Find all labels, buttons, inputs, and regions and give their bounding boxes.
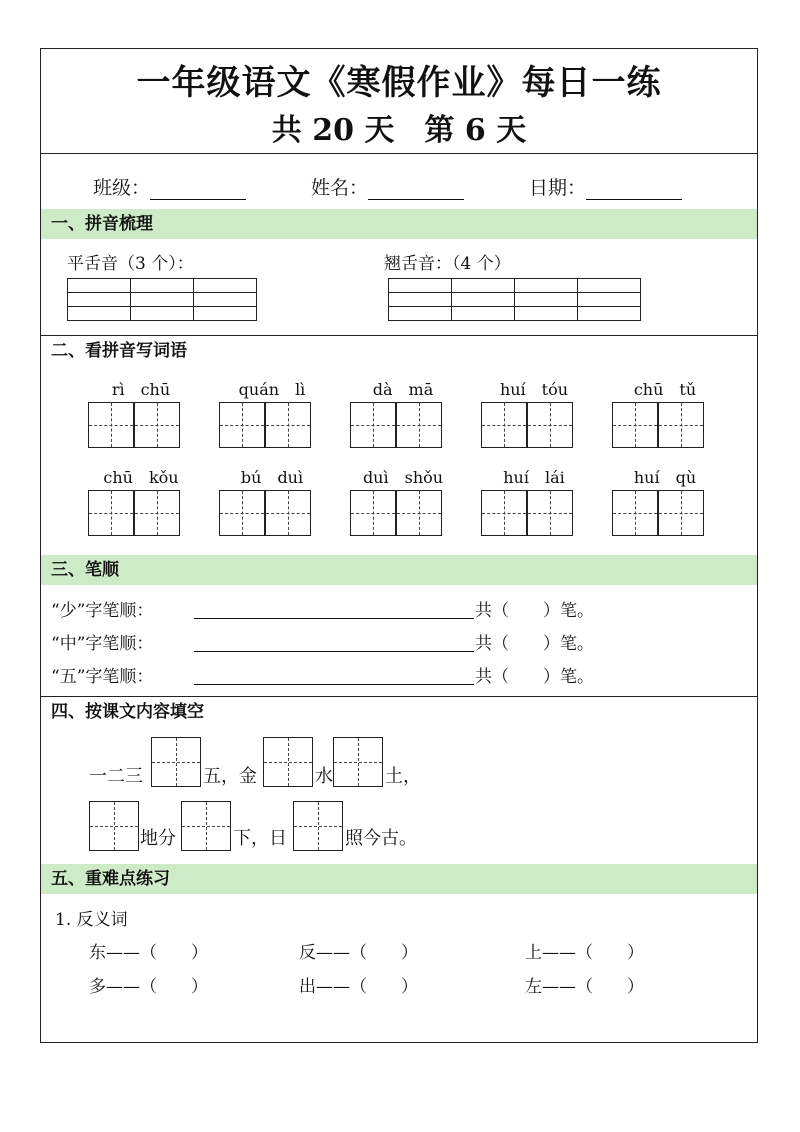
fill-box[interactable] bbox=[181, 801, 231, 851]
table-cell[interactable] bbox=[131, 293, 194, 307]
table-cell[interactable] bbox=[68, 279, 131, 293]
writing-box[interactable] bbox=[265, 490, 311, 536]
name-blank[interactable] bbox=[368, 199, 464, 200]
stroke-count-label: 共（ ）笔。 bbox=[475, 667, 594, 687]
table-cell[interactable] bbox=[515, 293, 578, 307]
antonym-item[interactable]: 多——（ ） bbox=[89, 977, 208, 997]
fill-box[interactable] bbox=[263, 737, 313, 787]
pinyin-label: rì chū bbox=[111, 380, 171, 399]
antonym-item[interactable]: 上——（ ） bbox=[525, 943, 644, 963]
worksheet bbox=[40, 48, 758, 1043]
fill-box[interactable] bbox=[89, 801, 139, 851]
table-cell[interactable] bbox=[452, 293, 515, 307]
writing-box[interactable] bbox=[88, 402, 134, 448]
writing-box[interactable] bbox=[265, 402, 311, 448]
name-field bbox=[311, 173, 464, 200]
curled-tongue-table bbox=[388, 278, 641, 321]
fill-text: 土， bbox=[385, 766, 421, 787]
fill-box[interactable] bbox=[293, 801, 343, 851]
table-cell[interactable] bbox=[578, 307, 641, 321]
writing-box[interactable] bbox=[527, 402, 573, 448]
pinyin-label: bú duì bbox=[240, 468, 304, 487]
date-label: 日期： bbox=[529, 177, 587, 199]
stroke-count-label: 共（ ）笔。 bbox=[475, 634, 594, 654]
page-title: 一年级语文《寒假作业》每日一练 bbox=[136, 63, 662, 103]
stroke-order-blank[interactable] bbox=[194, 651, 474, 652]
page-subtitle: 共 20 天 第 6 天 bbox=[271, 113, 527, 148]
class-blank[interactable] bbox=[150, 199, 246, 200]
section-4-heading: 四、按课文内容填空 bbox=[51, 702, 204, 722]
table-cell[interactable] bbox=[194, 279, 257, 293]
writing-box[interactable] bbox=[396, 402, 442, 448]
table-cell[interactable] bbox=[131, 279, 194, 293]
stroke-count-label: 共（ ）笔。 bbox=[475, 601, 594, 621]
section-3-heading: 三、笔顺 bbox=[41, 555, 757, 585]
pinyin-label: dà mā bbox=[372, 380, 434, 399]
table-cell[interactable] bbox=[389, 307, 452, 321]
writing-box[interactable] bbox=[527, 490, 573, 536]
table-cell[interactable] bbox=[131, 307, 194, 321]
date-field bbox=[529, 173, 682, 200]
pinyin-label: chū kǒu bbox=[103, 468, 179, 487]
flat-tongue-table bbox=[67, 278, 257, 321]
writing-box[interactable] bbox=[350, 490, 396, 536]
writing-box[interactable] bbox=[612, 402, 658, 448]
pinyin-label: huí qù bbox=[633, 468, 697, 487]
table-cell[interactable] bbox=[452, 307, 515, 321]
pinyin-label: chū tǔ bbox=[633, 380, 697, 399]
class-label: 班级： bbox=[93, 177, 151, 199]
fill-text: 照今古。 bbox=[345, 828, 417, 849]
fill-box[interactable] bbox=[151, 737, 201, 787]
stroke-order-label: “五”字笔顺： bbox=[51, 667, 154, 687]
section-1-heading: 一、拼音梳理 bbox=[41, 209, 757, 239]
table-cell[interactable] bbox=[68, 293, 131, 307]
flat-tongue-label: 平舌音（3 个）： bbox=[67, 254, 194, 274]
antonym-item[interactable]: 左——（ ） bbox=[525, 977, 644, 997]
name-label: 姓名： bbox=[311, 177, 369, 199]
section-5-heading: 五、重难点练习 bbox=[41, 864, 757, 894]
table-cell[interactable] bbox=[68, 307, 131, 321]
stroke-order-blank[interactable] bbox=[194, 684, 474, 685]
table-cell[interactable] bbox=[515, 279, 578, 293]
fill-text: 地分 bbox=[140, 828, 176, 849]
table-cell[interactable] bbox=[389, 293, 452, 307]
writing-box[interactable] bbox=[219, 490, 265, 536]
pinyin-label: huí lái bbox=[503, 468, 565, 487]
pinyin-label: huí tóu bbox=[499, 380, 569, 399]
fill-text: 五，金 bbox=[203, 766, 257, 787]
writing-box[interactable] bbox=[658, 490, 704, 536]
divider bbox=[41, 153, 757, 154]
pinyin-label: duì shǒu bbox=[362, 468, 444, 487]
antonym-item[interactable]: 出——（ ） bbox=[299, 977, 418, 997]
writing-box[interactable] bbox=[134, 402, 180, 448]
writing-box[interactable] bbox=[658, 402, 704, 448]
writing-box[interactable] bbox=[481, 402, 527, 448]
table-cell[interactable] bbox=[194, 307, 257, 321]
writing-box[interactable] bbox=[396, 490, 442, 536]
writing-box[interactable] bbox=[612, 490, 658, 536]
writing-box[interactable] bbox=[88, 490, 134, 536]
table-cell[interactable] bbox=[515, 307, 578, 321]
table-cell[interactable] bbox=[194, 293, 257, 307]
writing-box[interactable] bbox=[481, 490, 527, 536]
fill-text: 水 bbox=[315, 766, 333, 787]
writing-box[interactable] bbox=[219, 402, 265, 448]
fill-text: 一二三 bbox=[89, 766, 143, 787]
table-cell[interactable] bbox=[389, 279, 452, 293]
section-2-heading: 二、看拼音写词语 bbox=[51, 341, 187, 361]
subsection-title: 1. 反义词 bbox=[55, 910, 128, 930]
pinyin-label: quán lì bbox=[238, 380, 306, 399]
table-cell[interactable] bbox=[578, 293, 641, 307]
fill-box[interactable] bbox=[333, 737, 383, 787]
stroke-order-blank[interactable] bbox=[194, 618, 474, 619]
table-cell[interactable] bbox=[578, 279, 641, 293]
table-cell[interactable] bbox=[452, 279, 515, 293]
antonym-item[interactable]: 东——（ ） bbox=[89, 943, 208, 963]
stroke-order-label: “少”字笔顺： bbox=[51, 601, 154, 621]
writing-box[interactable] bbox=[350, 402, 396, 448]
stroke-order-label: “中”字笔顺： bbox=[51, 634, 154, 654]
fill-text: 下，日 bbox=[233, 828, 287, 849]
writing-box[interactable] bbox=[134, 490, 180, 536]
date-blank[interactable] bbox=[586, 199, 682, 200]
antonym-item[interactable]: 反——（ ） bbox=[299, 943, 418, 963]
class-field bbox=[93, 173, 246, 200]
curled-tongue-label: 翘舌音：（4 个） bbox=[384, 254, 511, 274]
